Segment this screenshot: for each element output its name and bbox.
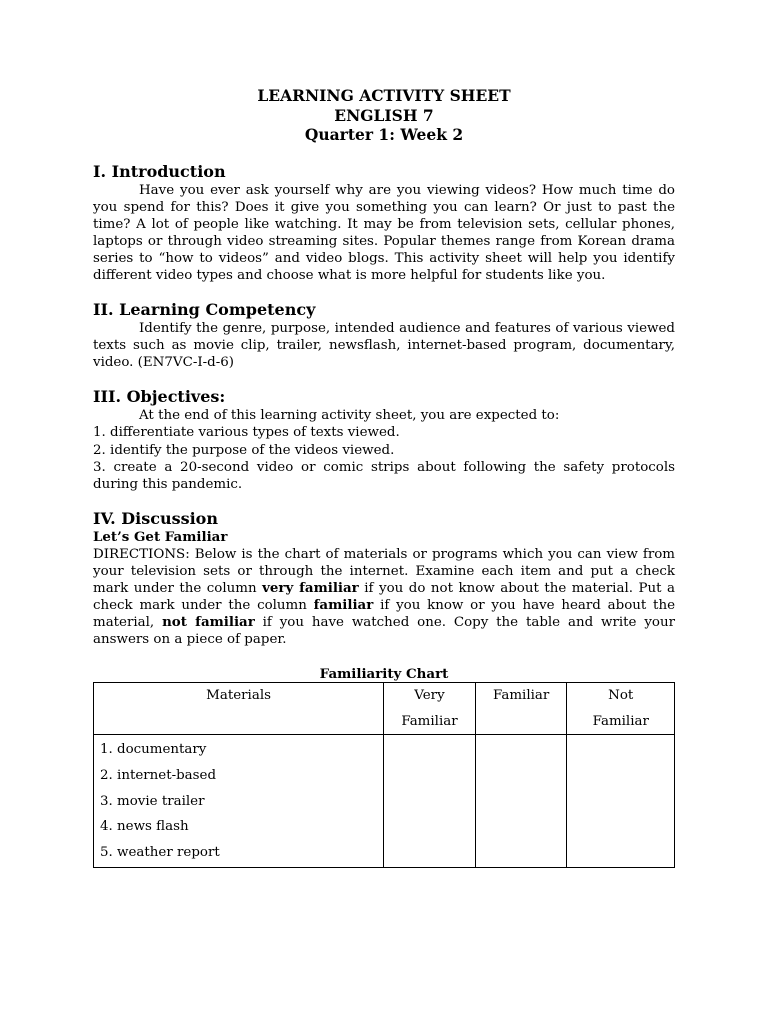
not-familiar-emphasis: not familiar xyxy=(162,614,255,631)
list-item: 1. documentary xyxy=(100,742,207,758)
objective-item-2: 2. identify the purpose of the videos viewed. xyxy=(93,442,395,458)
title-line-1: LEARNING ACTIVITY SHEET xyxy=(257,86,511,105)
competency-text: Identify the genre, purpose, intended audience and features of various viewed texts such as movie clip, trailer, newsflash, internet-based program, documentary, video. (EN7VC-I-d-6) xyxy=(93,321,675,371)
list-item: 2. internet-based xyxy=(100,768,217,784)
header-materials-label: Materials xyxy=(206,688,271,704)
very-familiar-answer-cell[interactable] xyxy=(384,735,476,868)
list-item: 4. news flash xyxy=(100,819,189,835)
familiar-emphasis: familiar xyxy=(313,597,374,614)
familiarity-table xyxy=(93,682,675,868)
header-familiar-label: Familiar xyxy=(492,688,550,704)
chart-caption: Familiarity Chart xyxy=(319,666,449,683)
materials-list xyxy=(94,735,383,867)
table-header-row xyxy=(94,683,675,735)
objectives-intro: At the end of this learning activity sheet, you are expected to: xyxy=(139,408,560,424)
header-very-familiar xyxy=(384,683,476,735)
directions-part-3: if you know or you have heard about the material, xyxy=(93,598,675,631)
discussion-heading: IV. Discussion xyxy=(93,508,218,528)
header-familiar xyxy=(475,683,567,735)
directions-part-1: DIRECTIONS: Below is the chart of materials or programs which you can view from your television sets or through the internet. Examine each item and put a check mark under the column xyxy=(93,546,675,597)
very-familiar-emphasis: very familiar xyxy=(262,580,359,597)
familiar-answer-cell[interactable] xyxy=(475,735,567,868)
header-materials xyxy=(94,683,384,735)
list-item: 3. movie trailer xyxy=(100,793,205,809)
competency-heading: II. Learning Competency xyxy=(93,300,316,320)
objective-item-1: 1. differentiate various types of texts viewed. xyxy=(93,425,400,441)
introduction-heading: I. Introduction xyxy=(93,161,226,181)
list-item: 5. weather report xyxy=(100,844,220,860)
header-very-familiar-line-1: Very xyxy=(414,688,445,704)
activity-sheet xyxy=(93,86,675,868)
title-line-2: ENGLISH 7 xyxy=(334,105,434,125)
header-very-familiar-line-2: Familiar xyxy=(401,713,458,729)
directions-part-2: if you do not know about the material. Put a check mark under the column xyxy=(93,581,676,614)
title-line-3: Quarter 1: Week 2 xyxy=(304,125,464,144)
header-not-familiar-line-1: Not xyxy=(608,688,634,704)
materials-cell xyxy=(94,735,384,868)
table-body-row xyxy=(94,735,675,868)
directions-text xyxy=(93,546,675,649)
header-not-familiar xyxy=(567,683,675,735)
objectives-heading: III. Objectives: xyxy=(93,387,226,407)
objective-item-3: 3. create a 20-second video or comic strips about following the safety protocols during this pandemic. xyxy=(93,459,675,492)
header-not-familiar-line-2: Familiar xyxy=(592,713,649,729)
introduction-text: Have you ever ask yourself why are you viewing videos? How much time do you spend for this? Does it give you something you can learn? Or just to past the time? A lot of people like watching. It may be from television sets, cellular phones, laptops or through video streaming sites. Popular themes range from Korean drama series to “how to videos” and video blogs. This activity sheet will help you identify different video types and choose what is more helpful for students like you. xyxy=(93,182,675,283)
discussion-subheading: Let’s Get Familiar xyxy=(93,528,228,545)
not-familiar-answer-cell[interactable] xyxy=(567,735,675,868)
document-title xyxy=(93,86,675,145)
directions-part-4: if you have watched one. Copy the table and write your answers on a piece of paper. xyxy=(93,615,675,648)
